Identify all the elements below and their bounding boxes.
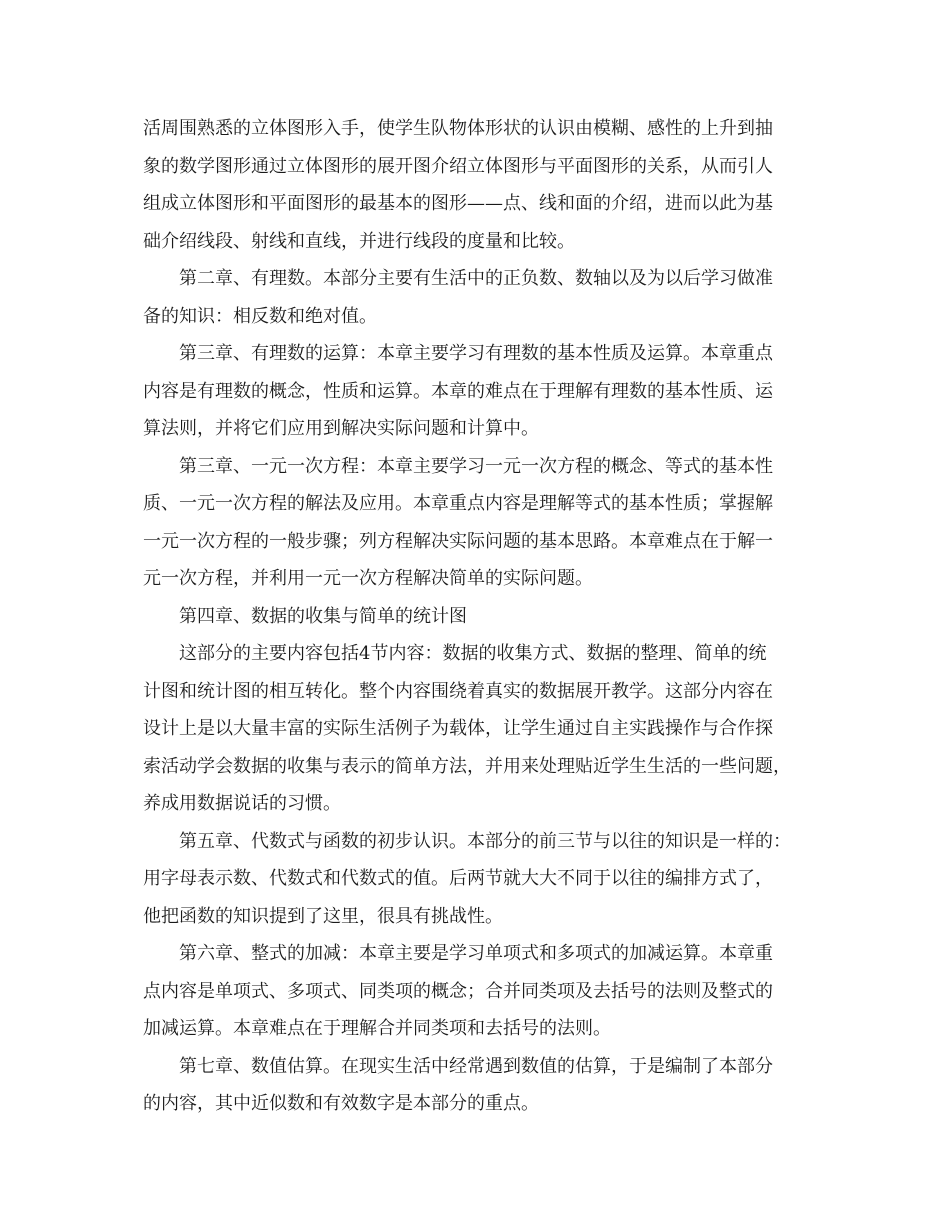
paragraph-chapter-3-linear-equation xyxy=(143,448,805,598)
text-line: 第七章、数值估算。在现实生活中经常遇到数值的估算，于是编制了本部分 xyxy=(179,1055,773,1077)
paragraph-chapter-5 xyxy=(143,823,805,936)
text-line: 组成立体图形和平面图形的最基本的图形——点、线和面的介绍，进而以此为基 xyxy=(143,193,773,214)
paragraph-chapter-1-continued xyxy=(143,110,805,260)
paragraph-chapter-6 xyxy=(143,935,805,1048)
text-line: 第三章、有理数的运算：本章主要学习有理数的基本性质及运算。本章重点 xyxy=(179,343,773,364)
text-line: 质、一元一次方程的解法及应用。本章重点内容是理解等式的基本性质；掌握解 xyxy=(143,493,773,514)
text-line: 第三章、一元一次方程：本章主要学习一元一次方程的概念、等式的基本性 xyxy=(179,455,773,477)
text-line: 内容是有理数的概念，性质和运算。本章的难点在于理解有理数的基本性质、运 xyxy=(143,380,773,402)
text-line: 础介绍线段、射线和直线，并进行线段的度量和比较。 xyxy=(143,230,575,252)
text-line: 活周围熟悉的立体图形入手，使学生队物体形状的认识由模糊、感性的上升到抽 xyxy=(143,118,773,139)
paragraph-chapter-7 xyxy=(143,1048,805,1123)
text-line: 养成用数据说话的习惯。 xyxy=(143,793,341,814)
text-line: 索活动学会数据的收集与表示的简单方法，并用来处理贴近学生生活的一些问题， xyxy=(143,755,791,777)
text-line: 第四章、数据的收集与简单的统计图 xyxy=(179,605,467,627)
paragraph-chapter-2 xyxy=(143,260,805,335)
text-line: 点内容是单项式、多项式、同类项的概念；合并同类项及去括号的法则及整式的 xyxy=(143,980,773,1002)
text-line: 加减运算。本章难点在于理解合并同类项和去括号的法则。 xyxy=(143,1018,611,1039)
text-line: 用字母表示数、代数式和代数式的值。后两节就大大不同于以往的编排方式了， xyxy=(143,868,773,889)
text-line: 备的知识：相反数和绝对值。 xyxy=(143,305,377,327)
paragraph-chapter-4-body xyxy=(143,635,805,823)
text-line: 设计上是以大量丰富的实际生活例子为载体，让学生通过自主实践操作与合作探 xyxy=(143,718,773,739)
text-line: 象的数学图形通过立体图形的展开图介绍立体图形与平面图形的关系，从而引人 xyxy=(143,155,773,177)
text-line: 的内容，其中近似数和有效数字是本部分的重点。 xyxy=(143,1093,539,1114)
text-line: 第五章、代数式与函数的初步认识。本部分的前三节与以往的知识是一样的： xyxy=(179,830,791,852)
text-line: 计图和统计图的相互转化。整个内容围绕着真实的数据展开教学。这部分内容在 xyxy=(143,680,773,702)
text-line: 元一次方程，并利用一元一次方程解决简单的实际问题。 xyxy=(143,568,593,589)
paragraph-chapter-4-heading xyxy=(143,598,805,636)
text-line: 他把函数的知识提到了这里，很具有挑战性。 xyxy=(143,905,503,927)
document-page xyxy=(143,110,805,1123)
text-line: 这部分的主要内容包括4节内容：数据的收集方式、数据的整理、简单的统 xyxy=(179,643,767,664)
text-line: 算法则，并将它们应用到解决实际问题和计算中。 xyxy=(143,418,539,439)
paragraph-chapter-3-rational-ops xyxy=(143,335,805,448)
text-line: 第六章、整式的加减：本章主要是学习单项式和多项式的加减运算。本章重 xyxy=(179,943,773,964)
text-line: 第二章、有理数。本部分主要有生活中的正负数、数轴以及为以后学习做准 xyxy=(179,268,773,289)
text-line: 一元一次方程的一般步骤；列方程解决实际问题的基本思路。本章难点在于解一 xyxy=(143,530,773,552)
